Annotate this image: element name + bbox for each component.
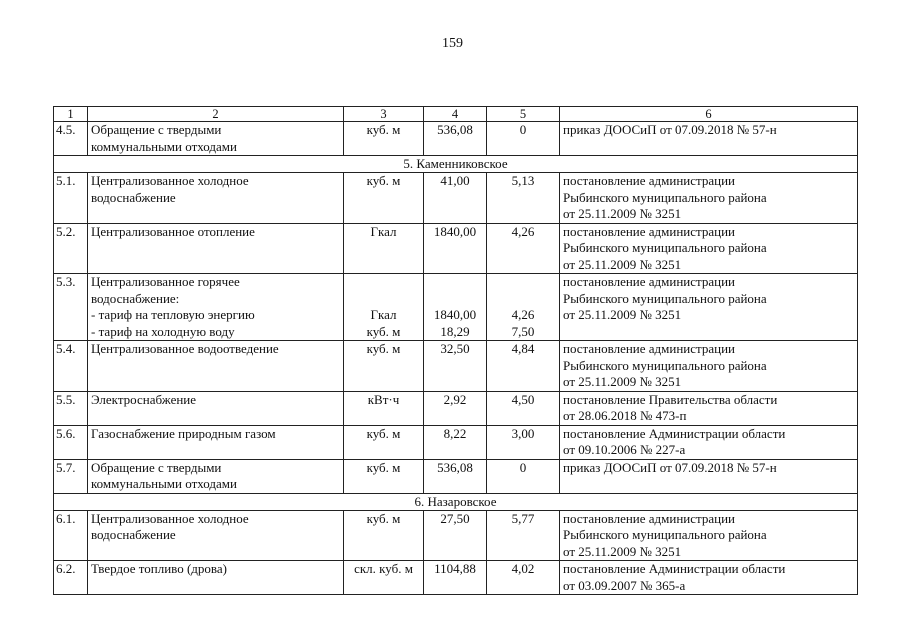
row-number: 5.7. [54, 459, 88, 493]
service-name [88, 425, 344, 459]
cell-line: Рыбинского муниципального района [563, 527, 767, 542]
row-number: 5.5. [54, 391, 88, 425]
cell-line: 4,26 [511, 307, 535, 322]
table-header-row [54, 107, 858, 122]
table-row [54, 341, 858, 392]
unit [344, 425, 424, 459]
cell-line: куб. м [366, 341, 401, 356]
value-col5 [487, 391, 560, 425]
service-name [88, 510, 344, 561]
table-row [54, 391, 858, 425]
section-row [54, 156, 858, 173]
unit [344, 122, 424, 156]
cell-line: - тариф на холодную воду [91, 323, 235, 339]
column-header: 3 [344, 107, 424, 122]
cell-line: от 03.09.2007 № 365-а [563, 577, 686, 593]
service-name [88, 173, 344, 224]
cell-line: 5,77 [511, 510, 535, 526]
cell-line: куб. м [366, 510, 401, 526]
unit [344, 391, 424, 425]
row-number: 5.3. [54, 274, 88, 341]
cell-line: постановление Правительства области [563, 391, 778, 407]
cell-line: 4,02 [511, 561, 535, 576]
service-name [88, 391, 344, 425]
table-row [54, 459, 858, 493]
cell-line [347, 291, 420, 308]
cell-line: 8,22 [443, 425, 467, 441]
cell-line: куб. м [366, 323, 401, 339]
table-row [54, 223, 858, 274]
cell-line: постановление администрации [563, 341, 736, 356]
cell-line [426, 291, 484, 308]
value-col4 [424, 173, 487, 224]
section-title: 5. Каменниковское [54, 156, 858, 173]
cell-line: 1104,88 [434, 561, 476, 576]
column-header: 2 [88, 107, 344, 122]
table-row [54, 122, 858, 156]
cell-line: - тариф на тепловую энергию [91, 307, 255, 322]
value-col5 [487, 122, 560, 156]
page-number: 159 [442, 36, 463, 51]
document-reference [560, 425, 858, 459]
value-col5 [487, 274, 560, 341]
unit [344, 341, 424, 392]
value-col4 [424, 425, 487, 459]
service-name [88, 341, 344, 392]
value-col4 [424, 561, 487, 595]
row-number: 5.2. [54, 223, 88, 274]
cell-line: приказ ДООСиП от 07.09.2018 № 57-н [563, 459, 777, 475]
cell-line: от 28.06.2018 № 473-п [563, 408, 687, 423]
cell-line: коммунальными отходами [91, 476, 237, 491]
unit [344, 223, 424, 274]
column-header: 1 [54, 107, 88, 122]
table-row [54, 425, 858, 459]
cell-line: постановление администрации [563, 510, 736, 526]
value-col5 [487, 425, 560, 459]
column-header: 4 [424, 107, 487, 122]
cell-line: 1840,00 [433, 223, 477, 239]
cell-line: постановление Администрации области [563, 425, 786, 441]
cell-line: Централизованное холодное [91, 510, 249, 526]
unit [344, 274, 424, 341]
unit [344, 561, 424, 595]
value-col5 [487, 510, 560, 561]
cell-line: куб. м [366, 459, 401, 475]
unit [344, 173, 424, 224]
value-col4 [424, 391, 487, 425]
cell-line: куб. м [366, 173, 401, 188]
cell-line: постановление администрации [563, 173, 736, 188]
cell-line: постановление Администрации области [563, 561, 786, 576]
cell-line: 2,92 [443, 391, 467, 407]
cell-line: 4,50 [511, 391, 535, 407]
section-title: 6. Назаровское [54, 493, 858, 510]
table-row [54, 173, 858, 224]
cell-line [426, 274, 484, 291]
row-number: 6.1. [54, 510, 88, 561]
cell-line: 4,26 [511, 223, 535, 239]
cell-line: 32,50 [440, 341, 470, 356]
cell-line: скл. куб. м [354, 561, 413, 576]
table-row [54, 561, 858, 595]
cell-line: водоснабжение: [91, 290, 180, 306]
cell-line: Обращение с твердыми [91, 459, 222, 475]
cell-line: 1840,00 [433, 307, 477, 322]
service-name [88, 459, 344, 493]
cell-line: куб. м [366, 122, 401, 137]
tariff-table [53, 106, 858, 595]
cell-line: 0 [519, 459, 527, 475]
cell-line: 536,08 [437, 459, 473, 475]
cell-line: 27,50 [440, 510, 470, 526]
cell-line: коммунальными отходами [91, 138, 237, 154]
document-reference [560, 223, 858, 274]
cell-line: водоснабжение [91, 189, 176, 205]
document-reference [560, 510, 858, 561]
cell-line: Электроснабжение [91, 391, 197, 407]
cell-line: Централизованное водоотведение [91, 341, 279, 356]
document-reference [560, 341, 858, 392]
cell-line: 5,13 [511, 173, 535, 188]
table-row [54, 510, 858, 561]
cell-line: от 25.11.2009 № 3251 [563, 543, 682, 559]
value-col5 [487, 223, 560, 274]
row-number: 5.6. [54, 425, 88, 459]
service-name [88, 223, 344, 274]
document-reference [560, 459, 858, 493]
document-reference [560, 561, 858, 595]
value-col4 [424, 223, 487, 274]
cell-line: постановление администрации [563, 274, 736, 289]
row-number: 4.5. [54, 122, 88, 156]
cell-line: 41,00 [440, 173, 470, 188]
cell-line: Обращение с твердыми [91, 122, 222, 137]
cell-line: 7,50 [511, 323, 535, 339]
section-row [54, 493, 858, 510]
cell-line: от 25.11.2009 № 3251 [563, 307, 682, 322]
cell-line: Гкал [370, 307, 397, 322]
value-col4 [424, 341, 487, 392]
value-col4 [424, 510, 487, 561]
cell-line: 4,84 [511, 341, 535, 356]
cell-line: Гкал [370, 223, 397, 239]
cell-line: от 25.11.2009 № 3251 [563, 206, 682, 221]
cell-line: 3,00 [511, 425, 535, 441]
cell-line: Рыбинского муниципального района [563, 290, 767, 306]
cell-line: приказ ДООСиП от 07.09.2018 № 57-н [563, 122, 777, 137]
cell-line [489, 274, 557, 291]
value-col5 [487, 341, 560, 392]
column-header: 6 [560, 107, 858, 122]
cell-line: от 09.10.2006 № 227-а [563, 442, 686, 457]
unit [344, 459, 424, 493]
cell-line: 18,29 [440, 323, 470, 339]
cell-line: куб. м [366, 425, 401, 441]
row-number: 5.4. [54, 341, 88, 392]
value-col5 [487, 561, 560, 595]
document-reference [560, 122, 858, 156]
cell-line [347, 274, 420, 291]
value-col4 [424, 459, 487, 493]
value-col4 [424, 122, 487, 156]
cell-line: 536,08 [437, 122, 473, 137]
cell-line: Рыбинского муниципального района [563, 240, 767, 255]
document-reference [560, 391, 858, 425]
cell-line: 0 [519, 122, 527, 137]
cell-line: Централизованное горячее [91, 274, 240, 289]
value-col5 [487, 173, 560, 224]
document-reference [560, 173, 858, 224]
cell-line: Централизованное холодное [91, 173, 249, 188]
cell-line: Централизованное отопление [91, 223, 255, 239]
cell-line: от 25.11.2009 № 3251 [563, 374, 682, 389]
cell-line [489, 291, 557, 308]
cell-line: Газоснабжение природным газом [91, 425, 276, 441]
value-col5 [487, 459, 560, 493]
value-col4 [424, 274, 487, 341]
column-header: 5 [487, 107, 560, 122]
cell-line: от 25.11.2009 № 3251 [563, 256, 682, 272]
unit [344, 510, 424, 561]
row-number: 6.2. [54, 561, 88, 595]
cell-line: Рыбинского муниципального района [563, 357, 767, 373]
service-name [88, 561, 344, 595]
row-number: 5.1. [54, 173, 88, 224]
cell-line: постановление администрации [563, 223, 736, 239]
table-row [54, 274, 858, 341]
cell-line: Рыбинского муниципального района [563, 189, 767, 205]
service-name [88, 122, 344, 156]
cell-line: кВт·ч [367, 391, 400, 407]
cell-line: Твердое топливо (дрова) [91, 561, 227, 576]
service-name [88, 274, 344, 341]
table-body [54, 107, 858, 595]
cell-line: водоснабжение [91, 527, 176, 542]
document-reference [560, 274, 858, 341]
